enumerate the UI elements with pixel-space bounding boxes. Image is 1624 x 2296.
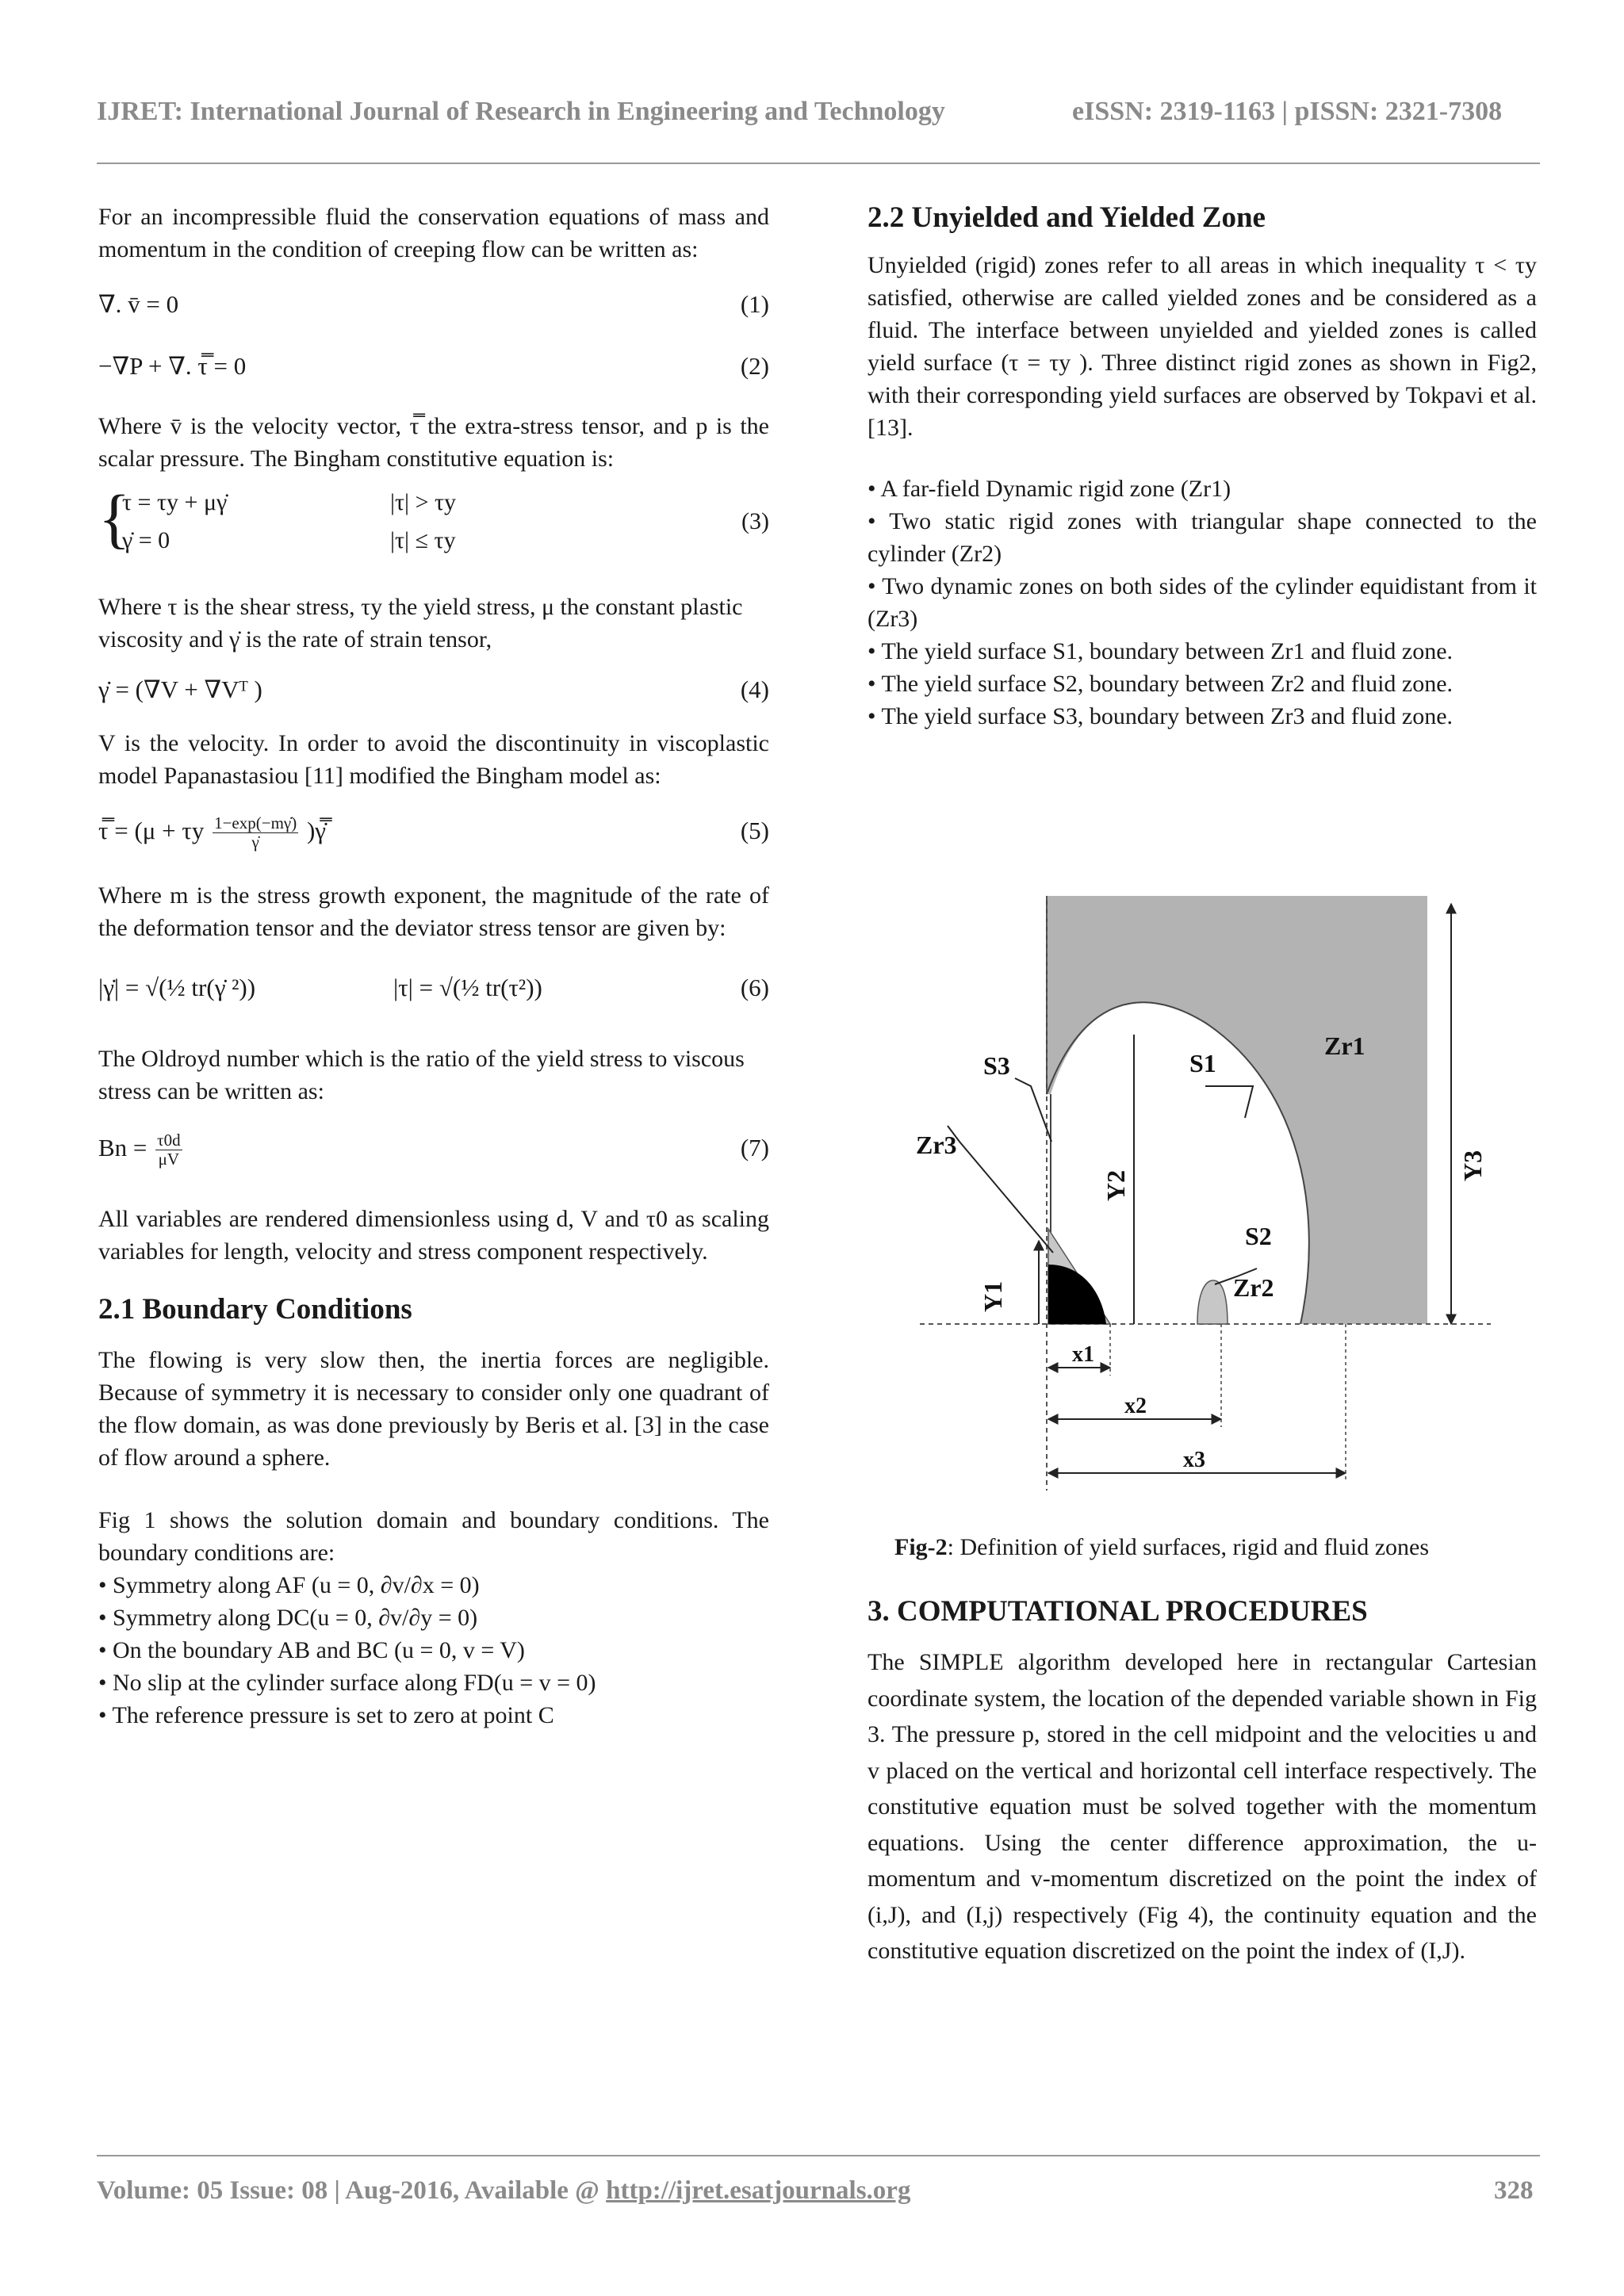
label-s2: S2 [1245,1222,1272,1250]
oldroyd-paragraph: The Oldroyd number which is the ratio of the yield stress to viscous stress can be written as: [98,1046,745,1104]
right-column [868,200,1537,733]
equation-4 [98,673,769,711]
fig1-paragraph: Fig 1 shows the solution domain and boundary conditions. The boundary conditions are: [98,1507,769,1566]
fig2-diagram [872,880,1538,1506]
growth-paragraph: Where m is the stress growth exponent, the magnitude of the rate of the deformation tensor and the deviator stress tensor are given by: [98,882,769,941]
fig2-caption-text: : Definition of yield surfaces, rigid and fluid zones [947,1534,1429,1560]
equation-2-body: −∇P + ∇. τ̿ = 0 [98,352,247,380]
equation-5 [98,814,769,862]
label-y1: Y1 [979,1280,1007,1312]
label-zr2: Zr2 [1233,1273,1274,1302]
issn: eISSN: 2319-1163 | pISSN: 2321-7308 [1072,97,1503,126]
equation-3 [98,482,769,562]
label-y3: Y3 [1458,1150,1487,1181]
zone-item-4: • The yield surface S1, boundary between Zr1 and fluid zone. [868,638,1454,664]
shear-paragraph: Where τ is the shear stress, τy the yield stress, μ the constant plastic viscosity and γ̇ is the rate of strain tensor, [98,594,743,652]
intro-paragraph: For an incompressible fluid the conservation equations of mass and momentum in the condition of creeping flow can be written as: [98,204,769,262]
label-x3: x3 [1183,1448,1205,1472]
velocity-paragraph: Where v̄ is the velocity vector, τ̿ the extra-stress tensor, and p is the scalar pressure. The Bingham constitutive equation is: [98,413,769,472]
zr1-region [1047,896,1427,1324]
equation-6-left: |γ̇| = √(½ tr(γ̇ ²)) [98,974,256,1001]
dimensionless-paragraph: All variables are rendered dimensionless using d, V and τ0 as scaling variables for length, velocity and stress component respectively. [98,1206,769,1265]
bc-item-1: • Symmetry along AF (u = 0, ∂v/∂x = 0) [98,1572,480,1598]
bc-item-5: • The reference pressure is set to zero at point C [98,1702,554,1728]
zr3-leader [948,1126,1053,1253]
equation-2-number: (2) [740,352,769,380]
equation-2 [98,350,769,388]
page-number: 328 [1494,2176,1534,2205]
equation-3-row1-left: τ = τy + μγ̇ [122,489,228,515]
equation-7-number: (7) [740,1134,769,1161]
equation-7-fraction [155,1131,182,1169]
equation-3-number: (3) [741,508,769,534]
bc-item-3: • On the boundary AB and BC (u = 0, v = V) [98,1637,525,1663]
fig2-caption-label: Fig-2 [894,1534,948,1560]
bc-item-4: • No slip at the cylinder surface along FD(u = v = 0) [98,1670,596,1696]
zr2-region [1197,1280,1228,1324]
equation-5-numerator: 1−exp(−mγ̇) [214,813,297,833]
equation-1-body: ∇. v̄ = 0 [98,290,179,318]
equation-5-number: (5) [740,817,769,844]
label-x2: x2 [1124,1394,1147,1418]
equation-1-number: (1) [740,290,769,318]
equation-4-body: γ̇ = (∇V + ∇Vᵀ ) [98,675,262,703]
left-column [98,201,769,1732]
unyielded-paragraph: Unyielded (rigid) zones refer to all areas in which inequality τ < τy satisfied, otherwise are called yielded zones and be considered as a fluid. The interface between unyielded and yielded zones is called yield surface (τ = τy ). Three distinct rigid zones as shown in Fig2, with their corresponding yield surfaces are observed by Tokpavi et al. [13]. [868,252,1537,441]
equation-5-denominator: γ̇ [251,832,259,852]
label-y2: Y2 [1101,1169,1130,1201]
equation-7-numerator: τ0d [157,1131,181,1150]
zone-item-3: • Two dynamic zones on both sides of the cylinder equidistant from it (Zr3) [868,573,1537,632]
header-rule [97,163,1540,164]
journal-title: IJRET: International Journal of Research in Engineering and Technology [97,97,945,126]
right-column-lower [868,1594,1537,1969]
equation-7-lhs: Bn = [98,1134,147,1161]
equation-4-number: (4) [740,675,769,703]
equation-3-brace: { [98,482,131,556]
section-2-2-heading: 2.2 Unyielded and Yielded Zone [868,201,1266,234]
zone-item-2: • Two static rigid zones with triangular shape connected to the cylinder (Zr2) [868,508,1537,567]
label-x1: x1 [1072,1342,1094,1367]
papanastasiou-paragraph: V is the velocity. In order to avoid the discontinuity in viscoplastic model Papanastasiou [11] modified the Bingham model as: [98,730,769,789]
equation-3-row2-left: γ̇ = 0 [122,527,170,553]
equation-5-fraction [213,814,298,851]
footer-volume [97,2176,910,2206]
simple-paragraph: The SIMPLE algorithm developed here in rectangular Cartesian coordinate system, the location of the depended variable shown in Fig 3. The pressure p, stored in the cell midpoint and the velocities u and v placed on the vertical and horizontal cell interface respectively. The constitutive equation must be solved together with the momentum equations. Using the center difference approximation, the u-momentum and v-momentum discretized on the point the index of (i,J), and (I,j) respectively (Fig 4), the continuity equation and the constitutive equation discretized on the point the index of (I,J). [868,1649,1537,1964]
label-zr3: Zr3 [916,1131,957,1159]
footer-rule [97,2155,1540,2156]
equation-5-rhs: )γ̿̇ [306,817,326,844]
equation-6 [98,971,769,1027]
equation-7-denominator: μV [158,1150,180,1169]
zone-item-1: • A far-field Dynamic rigid zone (Zr1) [868,476,1231,502]
equation-6-right: |τ| = √(½ tr(τ²)) [393,974,542,1001]
label-zr1: Zr1 [1324,1031,1365,1060]
flowing-paragraph: The flowing is very slow then, the inertia forces are negligible. Because of symmetry it is necessary to consider only one quadrant of the flow domain, as was done previously by Beris et al. [3] in the case of flow around a sphere. [98,1347,769,1471]
footer-volume-text: Volume: 05 Issue: 08 | Aug-2016, Available @ [97,2176,607,2205]
section-3-heading: 3. COMPUTATIONAL PROCEDURES [868,1595,1368,1628]
equation-5-lhs: τ̿ = (μ + τy [98,817,205,844]
label-s3: S3 [983,1051,1010,1080]
zone-item-6: • The yield surface S3, boundary between Zr3 and fluid zone. [868,703,1454,729]
equation-3-row2-right: |τ| ≤ τy [390,527,456,553]
equation-1 [98,288,769,326]
equation-7 [98,1131,769,1182]
bc-item-2: • Symmetry along DC(u = 0, ∂v/∂y = 0) [98,1605,478,1631]
equation-3-row1-right: |τ| > τy [390,489,457,515]
equation-6-number: (6) [740,974,769,1001]
footer-link[interactable]: http://ijret.esatjournals.org [606,2176,911,2205]
label-s1: S1 [1189,1049,1216,1077]
fig2-caption [894,1534,1429,1561]
section-2-1-heading: 2.1 Boundary Conditions [98,1293,412,1326]
zone-item-5: • The yield surface S2, boundary between Zr2 and fluid zone. [868,671,1454,697]
s1-leader [1205,1086,1253,1118]
cylinder [1048,1265,1106,1324]
